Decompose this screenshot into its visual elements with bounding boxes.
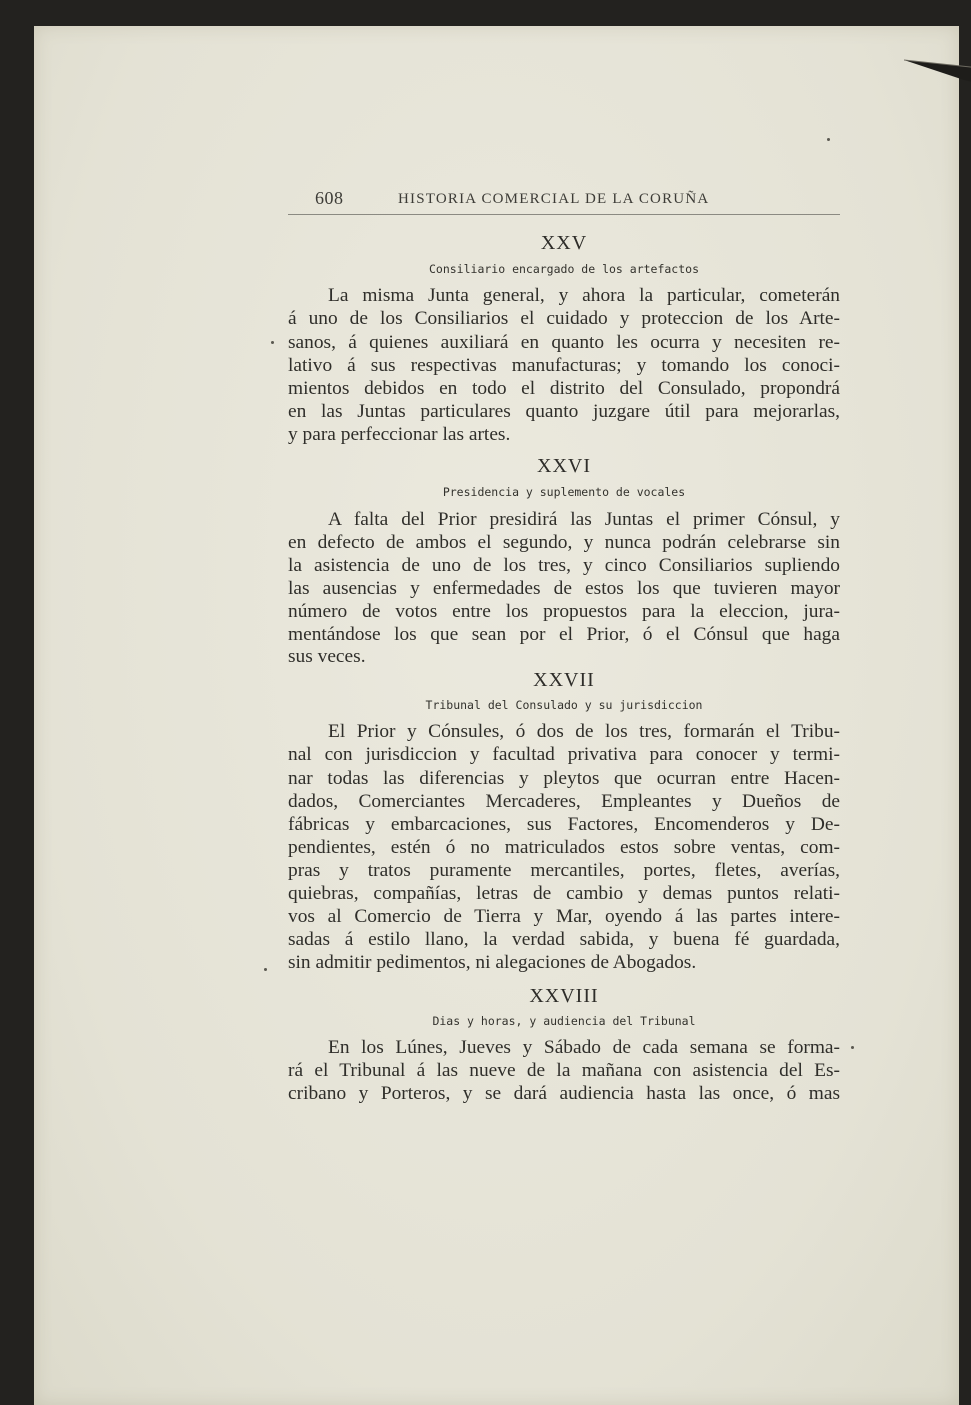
paragraph-line: La misma Junta general, y ahora la particular, cometerán bbox=[328, 285, 840, 306]
running-title: HISTORIA COMERCIAL DE LA CORUÑA bbox=[398, 191, 710, 207]
paragraph-line: nal con jurisdiccion y facultad privativa para conocer y termi- bbox=[288, 744, 840, 765]
paragraph-line: número de votos entre los propuestos para la eleccion, jura- bbox=[288, 601, 840, 622]
page-corner-crease bbox=[904, 56, 971, 88]
paragraph-line: pendientes, estén ó no matriculados estos sobre ventas, com- bbox=[288, 837, 840, 858]
paragraph-line: nar todas las diferencias y pleytos que ocurran entre Hacen- bbox=[288, 768, 840, 789]
paragraph-line: mientos debidos en todo el distrito del Consulado, propondrá bbox=[288, 378, 840, 399]
paragraph-line: sadas á estilo llano, la verdad sabida, y buena fé guardada, bbox=[288, 929, 840, 950]
paper-speck bbox=[264, 968, 267, 971]
section-number: XXVII bbox=[533, 669, 595, 691]
page-number: 608 bbox=[315, 188, 344, 208]
paragraph-line: A falta del Prior presidirá las Juntas el primer Cónsul, y bbox=[328, 509, 840, 530]
section-number: XXVI bbox=[537, 455, 591, 477]
paper-speck bbox=[271, 341, 274, 344]
paragraph-line: sin admitir pedimentos, ni alegaciones de Abogados. bbox=[288, 952, 697, 973]
paragraph-line: quiebras, compañías, letras de cambio y demas puntos relati- bbox=[288, 883, 840, 904]
paragraph-line: sanos, á quienes auxiliará en quanto les ocurra y necesiten re- bbox=[288, 332, 840, 353]
paper-speck bbox=[827, 138, 830, 141]
paragraph-line: en defecto de ambos el segundo, y nunca podrán celebrarse sin bbox=[288, 532, 840, 553]
paragraph-line: sus veces. bbox=[288, 646, 366, 667]
section-number: XXVIII bbox=[529, 985, 599, 1007]
section-title: Tribunal del Consulado y su jurisdiccion bbox=[425, 698, 703, 712]
paragraph-line: mentándose los que sean por el Prior, ó el Cónsul que haga bbox=[288, 624, 840, 645]
paragraph-line: las ausencias y enfermedades de estos los que tuvieren mayor bbox=[288, 578, 840, 599]
paragraph-line: y para perfeccionar las artes. bbox=[288, 424, 511, 445]
paragraph-line: lativo á sus respectivas manufacturas; y tomando los conoci- bbox=[288, 355, 840, 376]
paragraph-line: cribano y Porteros, y se dará audiencia hasta las once, ó mas bbox=[288, 1083, 840, 1104]
paper-speck bbox=[851, 1046, 854, 1049]
paragraph-line: rá el Tribunal á las nueve de la mañana con asistencia del Es- bbox=[288, 1060, 840, 1081]
paragraph-line: dados, Comerciantes Mercaderes, Empleantes y Dueños de bbox=[288, 791, 840, 812]
paragraph-line: En los Lúnes, Jueves y Sábado de cada semana se forma- bbox=[328, 1037, 840, 1058]
paragraph-line: fábricas y embarcaciones, sus Factores, Encomenderos y De- bbox=[288, 814, 840, 835]
paragraph-line: El Prior y Cónsules, ó dos de los tres, formarán el Tribu- bbox=[328, 721, 840, 742]
section-title: Consiliario encargado de los artefactos bbox=[428, 262, 700, 276]
section-title: Presidencia y suplemento de vocales bbox=[442, 485, 686, 499]
section-number: XXV bbox=[540, 232, 588, 254]
paragraph-line: á uno de los Consiliarios el cuidado y proteccion de los Arte- bbox=[288, 308, 840, 329]
paragraph-line: la asistencia de uno de los tres, y cinco Consiliarios supliendo bbox=[288, 555, 840, 576]
paragraph-line: en las Juntas particulares quanto juzgare útil para mejorarlas, bbox=[288, 401, 840, 422]
paragraph-line: pras y tratos puramente mercantiles, portes, fletes, averías, bbox=[288, 860, 840, 881]
running-header bbox=[288, 188, 840, 215]
paragraph-line: vos al Comercio de Tierra y Mar, oyendo á las partes intere- bbox=[288, 906, 840, 927]
section-title: Dias y horas, y audiencia del Tribunal bbox=[432, 1014, 696, 1028]
